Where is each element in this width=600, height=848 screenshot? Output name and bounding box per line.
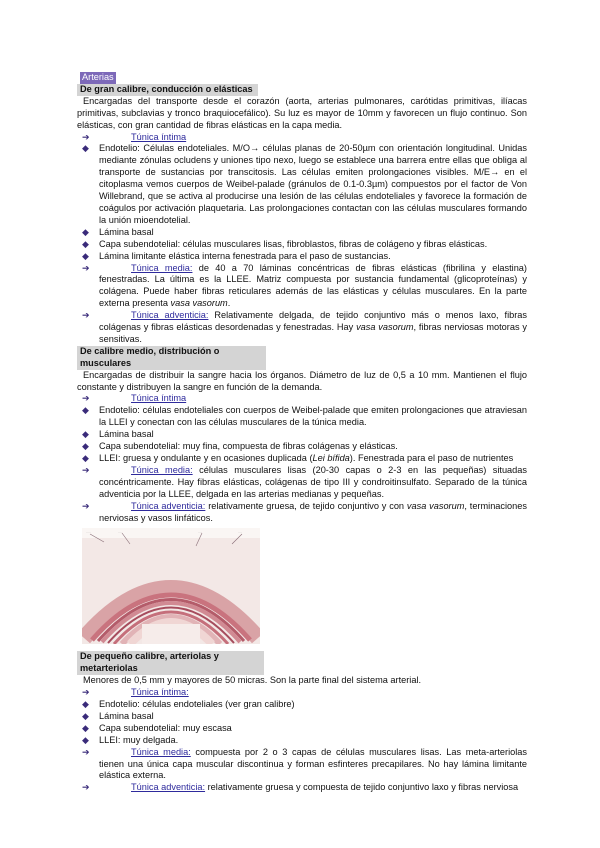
subsection-heading-medium: De calibre medio, distribución o musculares	[77, 346, 266, 370]
svg-text:·····: ·····	[86, 530, 91, 535]
list-item: ◆ Lámina limitante elástica interna fenestrada para el paso de sustancias.	[82, 250, 391, 261]
arrow-right-icon: ➔	[82, 500, 90, 511]
list-item	[77, 687, 527, 699]
diamond-bullet-icon: ◆	[82, 143, 89, 154]
list-item: ◆ LLEI: gruesa y ondulante y en ocasiones duplicada (Lei bífida). Fenestrada para el paso de nutrientes	[82, 453, 514, 463]
diamond-bullet-icon: ◆	[82, 734, 89, 745]
link-tunica-intima[interactable]: Túnica íntima	[131, 393, 187, 404]
paragraph-intro: Encargadas del transporte desde el corazón (aorta, arterias pulmonares, carótidas primitivas, ilíacas primitivas, subclavias y tronco braquiocefálico). Su luz es mayor de 10mm y favorecen un flujo continuo. Son elásticas, con gran cantidad de fibras elásticas en la capa media.	[77, 95, 527, 130]
link-tunica-adventicia[interactable]: Túnica adventicia:	[131, 782, 206, 793]
paragraph-intro: Menores de 0,5 mm y mayores de 50 micras. Son la parte final del sistema arterial.	[83, 675, 422, 686]
svg-text:····: ····	[198, 530, 202, 535]
arrow-right-icon: ➔	[82, 746, 90, 757]
arrow-right-icon: ➔	[82, 131, 90, 142]
diamond-bullet-icon: ◆	[82, 405, 89, 416]
artery-histology-image	[82, 528, 260, 644]
subsection-heading-small: De pequeño calibre, arteriolas y metarteriolas	[77, 651, 264, 675]
document-page	[77, 72, 527, 794]
link-tunica-adventicia[interactable]: Túnica adventicia:	[131, 310, 209, 321]
list-item: ◆ Endotelio: células endoteliales (ver gran calibre)	[82, 698, 295, 709]
diamond-bullet-icon: ◆	[82, 238, 89, 249]
section-title: Arterias	[82, 72, 114, 82]
svg-text:····: ····	[118, 530, 122, 535]
list-item: ◆ Capa subendotelial: muy escasa	[82, 722, 232, 733]
diamond-bullet-icon: ◆	[82, 710, 89, 721]
arrow-right-icon: ➔	[82, 464, 90, 475]
diamond-bullet-icon: ◆	[82, 250, 89, 261]
arrow-right-icon: ➔	[82, 262, 90, 273]
list-item: ➔ Túnica media: células musculares lisas (20-30 capas o 2-3 en las pequeñas) situadas concéntricamente. Hay fibras elásticas, colágenas de tipo III y condroitinsulfato. Separado de la túnica adventicia por la LLEE, delgada en las arterias medianas y pequeñas.	[82, 464, 527, 499]
list-item: ◆ Endotelio: células endoteliales con cuerpos de Weibel-palade que emiten prolongaciones que atraviesan la LLEI y conectan con las células musculares de la túnica media.	[82, 405, 527, 428]
diamond-bullet-icon: ◆	[82, 226, 89, 237]
list-item	[77, 393, 527, 405]
list-item: ➔ Túnica media: compuesta por 2 o 3 capas de células musculares lisas. Las meta-arteriolas tienen una única capa muscular discontinua y forman esfinteres precapilares. No hay lámina limitante elástica externa.	[82, 746, 527, 781]
list-item: ◆ Lámina basal	[82, 710, 154, 721]
link-tunica-intima[interactable]: Túnica íntima:	[131, 687, 189, 698]
list-item: ➔ Túnica adventicia: Relativamente delgada, de tejido conjuntivo más o menos laxo, fibras colágenas y fibras elásticas desordenadas y fenestradas. Hay vasa vasorum, fibras nerviosas motoras y sensitivas.	[82, 310, 527, 344]
link-tunica-media[interactable]: Túnica media:	[131, 746, 191, 757]
list-item: ➔ Túnica media: de 40 a 70 láminas concéntricas de fibras elásticas (fibrilina y elastina) fenestradas. La última es la LLEE. Matriz compuesta por sustancia fundamental (glicoproteínas) y colágena. Puede haber fibras reticulares además de las elásticas y células musculares. En la parte externa presenta vasa vasorum.	[82, 262, 527, 309]
arrow-right-icon: ➔	[82, 687, 90, 698]
paragraph-intro: Encargadas de distribuir la sangre hacia los órganos. Diámetro de luz de 0,5 a 10 mm. Mantienen el flujo constante y distribuyen la sangre en función de la demanda.	[77, 369, 527, 392]
arrow-right-icon: ➔	[82, 393, 90, 404]
svg-text:····: ····	[238, 530, 242, 535]
list-item: ◆ Capa subendotelial: muy fina, compuesta de fibras colágenas y elásticas.	[82, 441, 398, 452]
list-item: ◆ Capa subendotelial: células musculares lisas, fibroblastos, fibras de colágeno y fibras elásticas.	[82, 238, 488, 249]
link-tunica-media[interactable]: Túnica media:	[131, 464, 193, 475]
link-tunica-intima[interactable]: Túnica íntima	[131, 131, 187, 142]
subsection-heading-large: De gran calibre, conducción o elásticas	[77, 84, 258, 96]
diamond-bullet-icon: ◆	[82, 429, 89, 440]
diamond-bullet-icon: ◆	[82, 722, 89, 733]
diamond-bullet-icon: ◆	[82, 453, 89, 463]
list-item: ➔ Túnica adventicia: relativamente gruesa y compuesta de tejido conjuntivo laxo y fibras nerviosa	[82, 782, 519, 793]
diamond-bullet-icon: ◆	[82, 441, 89, 452]
list-item: ➔ Túnica adventicia: relativamente gruesa, de tejido conjuntivo y con vasa vasorum, terminaciones nerviosas y vasos linfáticos.	[82, 500, 527, 523]
list-item: ◆ Lámina basal	[82, 226, 154, 237]
link-tunica-media[interactable]: Túnica media:	[131, 262, 193, 273]
arrow-right-icon: ➔	[82, 782, 90, 793]
list-item	[77, 143, 527, 226]
list-item	[77, 132, 527, 144]
endotelio-text: Endotelio: Células endoteliales. M/O→ células planas de 20-50µm con orientación longitudinal. Unidas mediante zónulas ocludens y uniones tipo nexo, luego se establece una barrera entre ellas que obliga al transporte de sustancias por transcitosis. Las células emiten prolongaciones visibles. M/E→ en el citoplasma vemos cuerpos de Weibel-palade (gránulos de 0.1-0.3µm) compuestos por el factor de Von Willebrand, que se activa al producirse una lesión de las células endoteliales y favorece la formación de coágulos por activación plaquetaria. Las prolongaciones contactan con las células musculares formando la unión mioendotelial.	[99, 143, 527, 225]
arrow-right-icon: ➔	[82, 310, 90, 321]
list-item: ◆ Lámina basal	[82, 429, 154, 440]
link-tunica-adventicia[interactable]: Túnica adventicia:	[131, 500, 206, 511]
diamond-bullet-icon: ◆	[82, 698, 89, 709]
list-item: ◆ LLEI: muy delgada.	[82, 734, 179, 745]
